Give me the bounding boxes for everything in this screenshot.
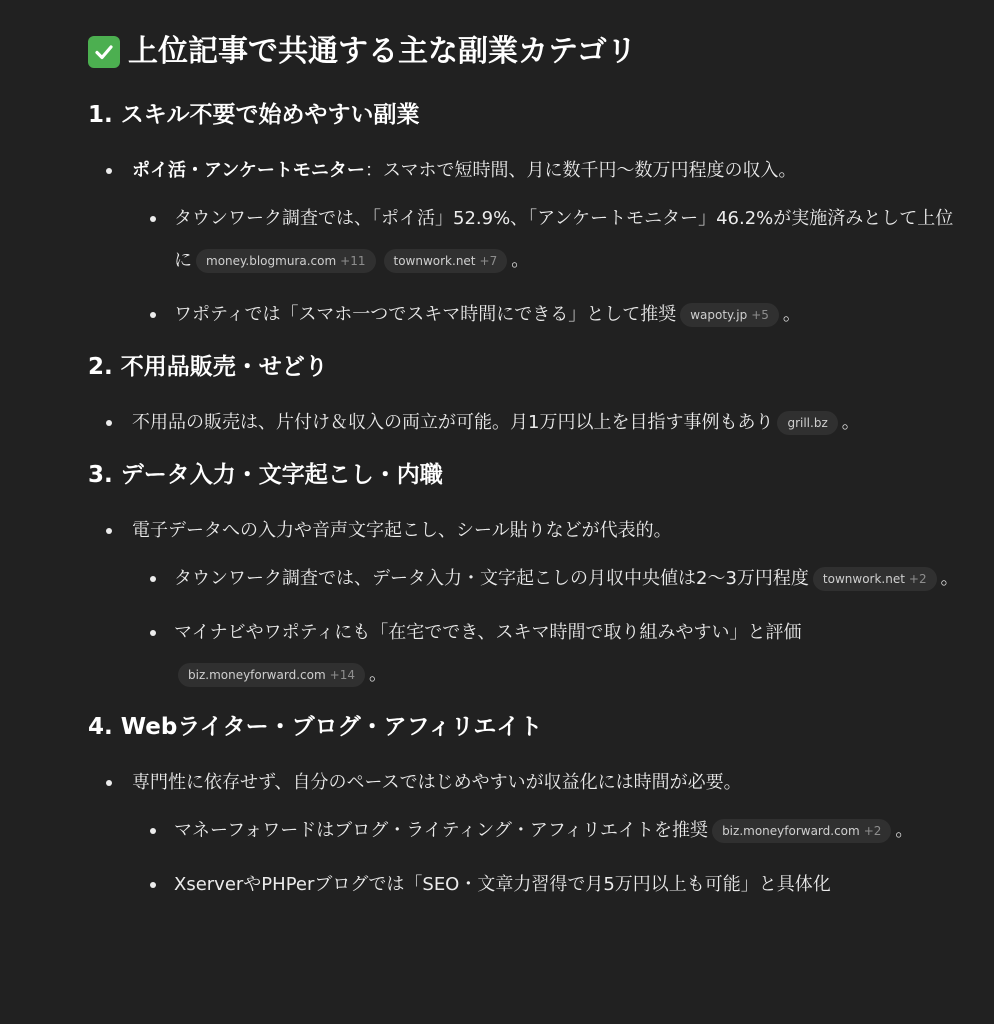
citation-count: +2	[863, 824, 882, 838]
list-item	[88, 510, 968, 696]
citation-chip[interactable]	[712, 819, 891, 843]
citation-count: +11	[340, 254, 366, 268]
section	[88, 710, 968, 906]
citation-site: townwork.net	[822, 572, 905, 586]
section-heading: 2. 不用品販売・せどり	[88, 354, 328, 380]
section-heading: 3. データ入力・文字起こし・内職	[88, 462, 443, 488]
citation-site: money.blogmura.com	[206, 254, 337, 268]
bullet-list	[88, 510, 968, 696]
citation-count: +2	[908, 572, 927, 586]
bullet-list	[88, 402, 968, 444]
sections-container	[88, 98, 968, 906]
section	[88, 350, 968, 444]
item-text: 不用品の販売は、片付け＆収入の両立が可能。月1万円以上を目指す事例もあり	[132, 412, 774, 433]
sub-list-item	[132, 558, 968, 600]
sub-list-item	[132, 612, 968, 696]
citation-chip[interactable]	[777, 411, 837, 435]
citation-count: +5	[751, 308, 769, 322]
sub-list-item	[132, 810, 968, 852]
section-heading: 4. Webライター・ブログ・アフィリエイト	[88, 714, 543, 740]
sub-item-end: 。	[368, 664, 387, 685]
citation-site: biz.moneyforward.com	[188, 668, 326, 682]
list-item	[88, 402, 968, 444]
sub-item-text: XserverやPHPerブログでは「SEO・文章力習得で月5万円以上も可能」と具体化	[174, 874, 831, 895]
section	[88, 98, 968, 336]
citation-site: biz.moneyforward.com	[722, 824, 860, 838]
list-item	[88, 762, 968, 906]
item-text: 専門性に依存せず、自分のペースではじめやすいが収益化には時間が必要。	[132, 772, 742, 793]
sub-item-end: 。	[940, 568, 959, 589]
list-item	[88, 150, 968, 336]
item-end: 。	[841, 412, 860, 433]
sub-item-text: タウンワーク調査では、「ポイ活」52.9%、「アンケートモニター」46.2%が実施済みとして上位に	[174, 208, 954, 271]
sub-bullet-list	[132, 198, 968, 336]
sub-item-end: 。	[895, 820, 914, 841]
sub-item-text: マイナビやワポティにも「在宅ででき、スキマ時間で取り組みやすい」と評価	[174, 622, 802, 643]
sub-item-end: 。	[782, 304, 801, 325]
citation-chip[interactable]	[813, 567, 937, 591]
check-mark-icon	[88, 36, 120, 68]
sub-bullet-list	[132, 558, 968, 696]
citation-site: grill.bz	[787, 416, 828, 430]
section-heading: 1. スキル不要で始めやすい副業	[88, 102, 420, 128]
citation-chip[interactable]	[178, 663, 365, 687]
sub-item-text: ワポティでは「スマホ一つでスキマ時間にできる」として推奨	[174, 304, 677, 325]
citation-chip[interactable]	[384, 249, 508, 273]
citation-count: +7	[479, 254, 498, 268]
item-text: 電子データへの入力や音声文字起こし、シール貼りなどが代表的。	[132, 520, 672, 541]
sub-list-item	[132, 198, 968, 282]
citation-chip[interactable]	[680, 303, 779, 327]
bold-term: ポイ活・アンケートモニター	[132, 160, 365, 181]
response-content	[88, 30, 968, 920]
item-text: ：スマホで短時間、月に数千円〜数万円程度の収入。	[364, 160, 797, 181]
main-heading-text: 上位記事で共通する主な副業カテゴリ	[128, 34, 637, 69]
main-heading	[88, 30, 968, 74]
citation-site: townwork.net	[393, 254, 476, 268]
sub-item-text: タウンワーク調査では、データ入力・文字起こしの月収中央値は2〜3万円程度	[174, 568, 809, 589]
citation-count: +14	[329, 668, 355, 682]
sub-item-end: 。	[511, 250, 530, 271]
bullet-list	[88, 762, 968, 906]
sub-item-text: マネーフォワードはブログ・ライティング・アフィリエイトを推奨	[174, 820, 709, 841]
sub-list-item	[132, 294, 968, 336]
citation-site: wapoty.jp	[690, 308, 748, 322]
citation-chip[interactable]	[196, 249, 376, 273]
bullet-list	[88, 150, 968, 336]
sub-list-item	[132, 864, 968, 906]
section	[88, 458, 968, 696]
sub-bullet-list	[132, 810, 968, 906]
